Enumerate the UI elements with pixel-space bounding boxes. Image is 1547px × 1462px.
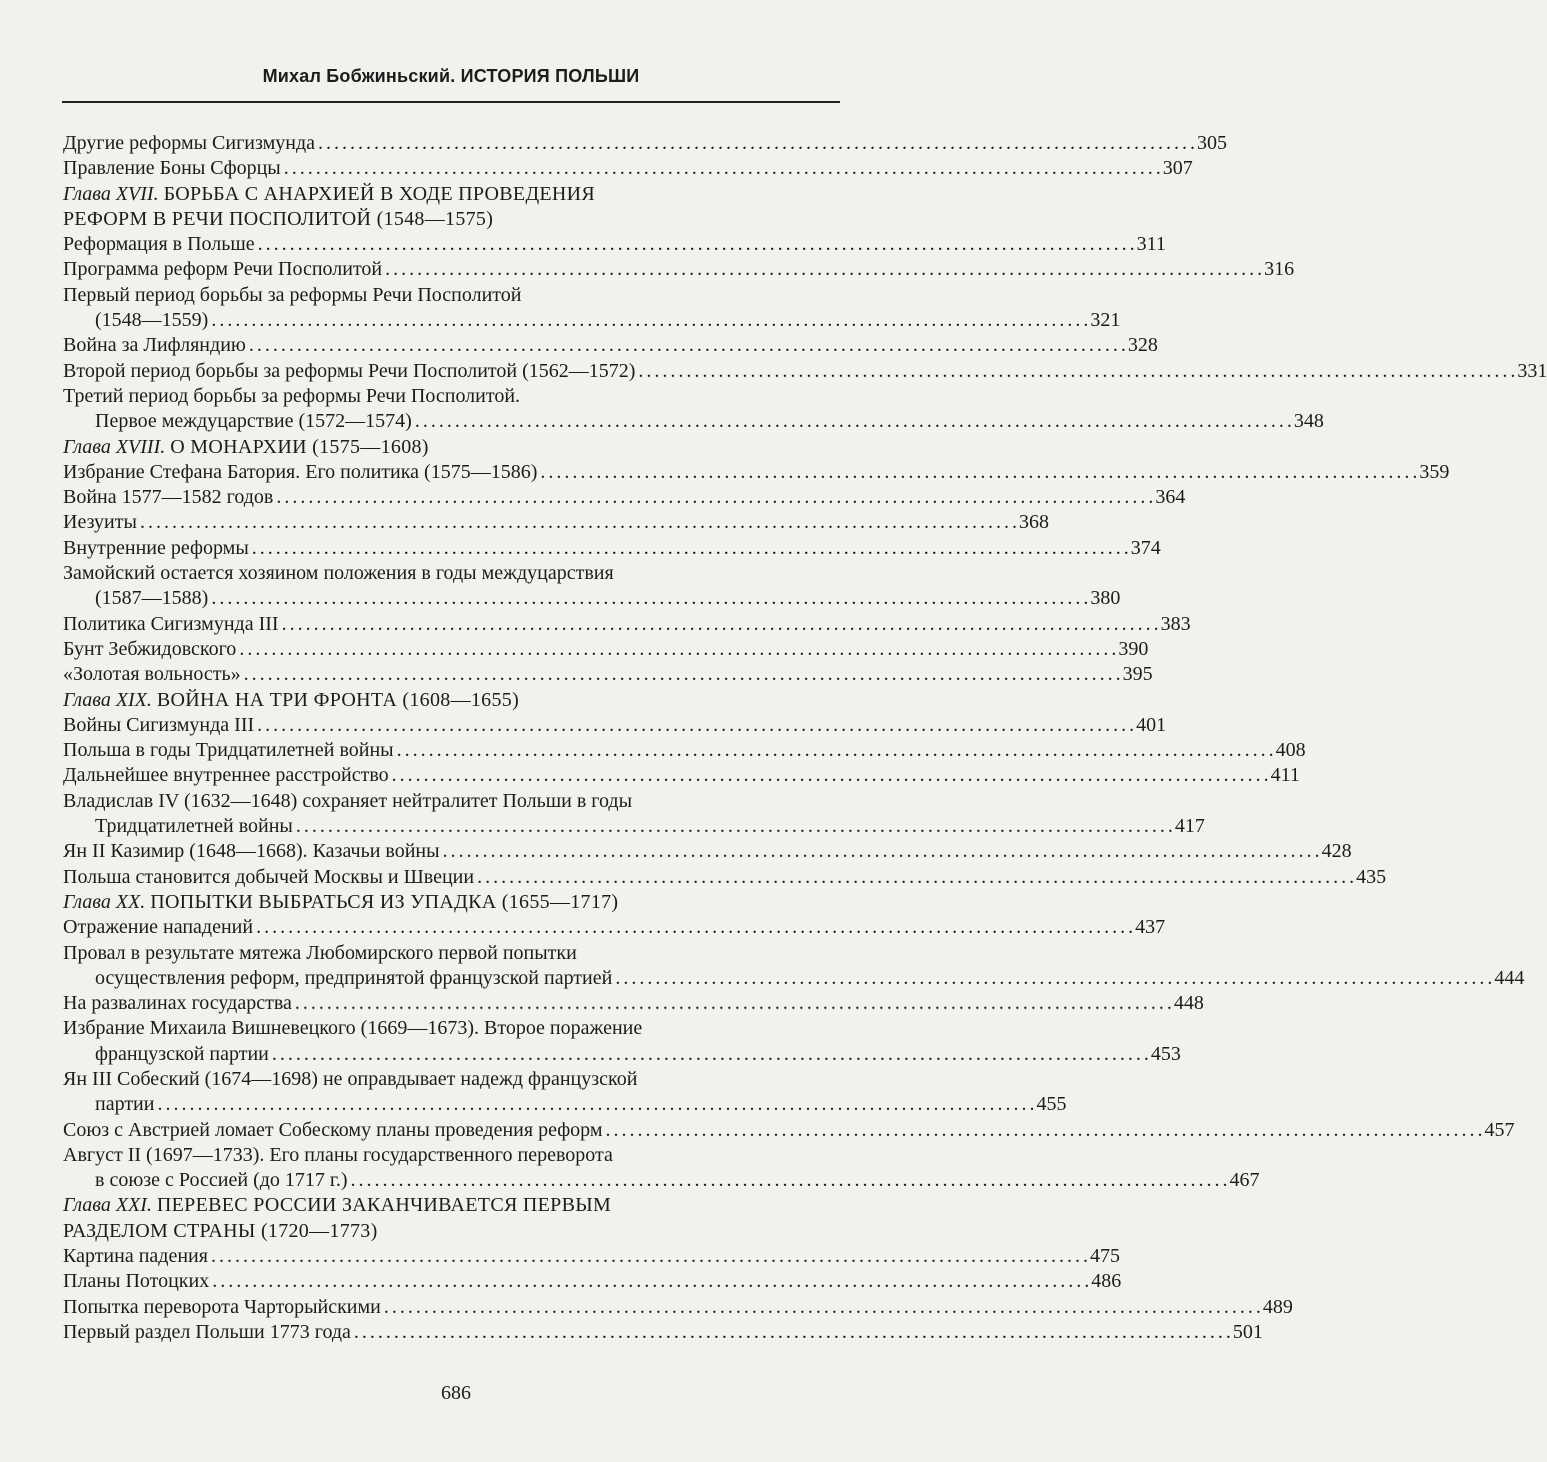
entry-page-number: 453 bbox=[1150, 1042, 1181, 1065]
page-number: 686 bbox=[441, 1382, 471, 1404]
chapter-label: Глава XIX. bbox=[63, 688, 152, 711]
dot-leader bbox=[397, 738, 1273, 763]
toc-entry-continued bbox=[63, 1143, 843, 1168]
toc-entry bbox=[63, 586, 1121, 611]
entry-title: «Золотая вольность» bbox=[63, 663, 241, 686]
dot-leader bbox=[415, 409, 1291, 434]
entry-page-number: 411 bbox=[1270, 764, 1300, 787]
dot-leader bbox=[272, 1042, 1148, 1067]
chapter-title: О МОНАРХИИ (1575—1608) bbox=[170, 435, 429, 458]
dot-leader bbox=[256, 915, 1132, 940]
entry-page-number: 467 bbox=[1229, 1169, 1260, 1192]
dot-leader bbox=[443, 839, 1319, 864]
entry-title: Август II (1697—1733). Его планы государственного переворота bbox=[63, 1143, 613, 1166]
dot-leader bbox=[244, 662, 1120, 687]
entry-page-number: 321 bbox=[1090, 309, 1121, 332]
chapter-heading bbox=[63, 207, 843, 232]
toc-entry bbox=[63, 485, 1186, 510]
toc-entry bbox=[63, 713, 1167, 738]
entry-page-number: 489 bbox=[1262, 1295, 1293, 1318]
entry-page-number: 348 bbox=[1293, 410, 1324, 433]
entry-title: Война 1577—1582 годов bbox=[63, 486, 274, 509]
chapter-label: Глава XXI. bbox=[63, 1194, 152, 1217]
chapter-heading bbox=[63, 182, 843, 207]
dot-leader bbox=[140, 510, 1016, 535]
dot-leader bbox=[257, 713, 1133, 738]
entry-page-number: 408 bbox=[1275, 739, 1306, 762]
toc-entry bbox=[63, 409, 1324, 434]
entry-page-number: 448 bbox=[1173, 992, 1204, 1015]
running-header: Михал Бобжиньский. ИСТОРИЯ ПОЛЬШИ bbox=[262, 66, 640, 86]
toc-entry bbox=[63, 333, 1158, 358]
entry-title: Ян II Казимир (1648—1668). Казачьи войны bbox=[63, 840, 440, 863]
toc-entry bbox=[63, 1118, 1515, 1143]
dot-leader bbox=[606, 1118, 1482, 1143]
dot-leader bbox=[157, 1092, 1033, 1117]
entry-title: Польша становится добычей Москвы и Швеции bbox=[63, 865, 475, 888]
dot-leader bbox=[276, 485, 1152, 510]
entry-page-number: 364 bbox=[1155, 486, 1186, 509]
entry-page-number: 417 bbox=[1174, 815, 1205, 838]
chapter-title: ПЕРЕВЕС РОССИИ ЗАКАНЧИВАЕТСЯ ПЕРВЫМ bbox=[156, 1194, 612, 1217]
dot-leader bbox=[354, 1320, 1230, 1345]
chapter-title: ВОЙНА НА ТРИ ФРОНТА (1608—1655) bbox=[156, 688, 520, 711]
chapter-label: Глава XX. bbox=[63, 890, 146, 913]
entry-page-number: 359 bbox=[1419, 460, 1450, 483]
chapter-title: ПОПЫТКИ ВЫБРАТЬСЯ ИЗ УПАДКА (1655—1717) bbox=[150, 890, 619, 913]
entry-title: Владислав IV (1632—1648) сохраняет нейтралитет Польши в годы bbox=[63, 789, 633, 812]
entry-page-number: 395 bbox=[1122, 663, 1153, 686]
dot-leader bbox=[212, 1269, 1088, 1294]
dot-leader bbox=[296, 814, 1172, 839]
toc-entry bbox=[63, 460, 1450, 485]
entry-title: Иезуиты bbox=[63, 511, 137, 534]
entry-title: Дальнейшее внутреннее расстройство bbox=[63, 764, 389, 787]
toc-entry bbox=[63, 359, 1547, 384]
toc-entry bbox=[63, 232, 1166, 257]
entry-title: Польша в годы Тридцатилетней войны bbox=[63, 739, 394, 762]
dot-leader bbox=[211, 586, 1087, 611]
entry-title: французской партии bbox=[95, 1042, 269, 1065]
toc-entry bbox=[63, 1269, 1122, 1294]
entry-title: Ян III Собеский (1674—1698) не оправдывает надежд французской bbox=[63, 1067, 638, 1090]
header-rule bbox=[62, 101, 840, 103]
toc-entry bbox=[63, 966, 1525, 991]
entry-page-number: 390 bbox=[1118, 637, 1149, 660]
toc-entry bbox=[63, 1295, 1293, 1320]
entry-title: осуществления реформ, предпринятой французской партией bbox=[95, 966, 613, 989]
toc-entry bbox=[63, 763, 1300, 788]
toc-entry-continued bbox=[63, 1067, 843, 1092]
chapter-label: Глава XVII. bbox=[63, 182, 159, 205]
dot-leader bbox=[384, 1295, 1260, 1320]
chapter-title: РАЗДЕЛОМ СТРАНЫ (1720—1773) bbox=[63, 1219, 378, 1242]
entry-page-number: 374 bbox=[1130, 536, 1161, 559]
entry-title: Первый период борьбы за реформы Речи Посполитой bbox=[63, 283, 522, 306]
toc-entry bbox=[63, 814, 1205, 839]
table-of-contents bbox=[63, 131, 1547, 1345]
entry-title: Попытка переворота Чарторыйскими bbox=[63, 1295, 381, 1318]
toc-entry-continued bbox=[63, 384, 843, 409]
toc-entry bbox=[63, 308, 1121, 333]
dot-leader bbox=[351, 1168, 1227, 1193]
entry-title: Планы Потоцких bbox=[63, 1270, 210, 1293]
entry-title: Третий период борьбы за реформы Речи Посполитой. bbox=[63, 384, 521, 407]
toc-entry-continued bbox=[63, 561, 843, 586]
entry-title: Первое междуцарствие (1572—1574) bbox=[95, 410, 412, 433]
chapter-title: РЕФОРМ В РЕЧИ ПОСПОЛИТОЙ (1548—1575) bbox=[63, 207, 494, 230]
entry-page-number: 475 bbox=[1089, 1245, 1120, 1268]
entry-title: Программа реформ Речи Посполитой bbox=[63, 258, 383, 281]
toc-entry-continued bbox=[63, 941, 843, 966]
toc-entry bbox=[63, 1244, 1120, 1269]
entry-title: Первый раздел Польши 1773 года bbox=[63, 1320, 351, 1343]
toc-entry bbox=[63, 131, 1228, 156]
entry-title: Картина падения bbox=[63, 1245, 208, 1268]
toc-entry bbox=[63, 915, 1166, 940]
chapter-heading bbox=[63, 1219, 843, 1244]
chapter-label: Глава XVIII. bbox=[63, 435, 166, 458]
dot-leader bbox=[282, 612, 1158, 637]
entry-title: Избрание Стефана Батория. Его политика (1575—1586) bbox=[63, 460, 538, 483]
toc-entry bbox=[63, 991, 1204, 1016]
entry-page-number: 368 bbox=[1018, 511, 1049, 534]
dot-leader bbox=[392, 763, 1268, 788]
entry-title: Бунт Зебжидовского bbox=[63, 637, 237, 660]
entry-title: Тридцатилетней войны bbox=[95, 815, 293, 838]
toc-entry bbox=[63, 257, 1295, 282]
toc-entry bbox=[63, 738, 1306, 763]
entry-title: Провал в результате мятежа Любомирского первой попытки bbox=[63, 941, 577, 964]
entry-title: Избрание Михаила Вишневецкого (1669—1673). Второе поражение bbox=[63, 1017, 643, 1040]
chapter-heading bbox=[63, 688, 843, 713]
entry-title: (1548—1559) bbox=[95, 309, 209, 332]
entry-page-number: 401 bbox=[1136, 713, 1167, 736]
dot-leader bbox=[477, 865, 1353, 890]
dot-leader bbox=[239, 637, 1115, 662]
toc-entry bbox=[63, 839, 1352, 864]
dot-leader bbox=[284, 156, 1160, 181]
entry-title: Политика Сигизмунда III bbox=[63, 612, 279, 635]
entry-title: Реформация в Польше bbox=[63, 233, 255, 256]
entry-title: Замойский остается хозяином положения в годы междуцарствия bbox=[63, 562, 614, 585]
entry-title: партии bbox=[95, 1093, 155, 1116]
entry-title: в союзе с Россией (до 1717 г.) bbox=[95, 1169, 348, 1192]
chapter-heading bbox=[63, 435, 843, 460]
entry-title: Войны Сигизмунда III bbox=[63, 713, 255, 736]
entry-page-number: 331 bbox=[1517, 359, 1547, 382]
dot-leader bbox=[295, 991, 1171, 1016]
entry-page-number: 486 bbox=[1091, 1270, 1122, 1293]
entry-page-number: 316 bbox=[1264, 258, 1295, 281]
toc-entry bbox=[63, 1168, 1260, 1193]
entry-page-number: 428 bbox=[1321, 840, 1352, 863]
dot-leader bbox=[211, 1244, 1087, 1269]
entry-title: На развалинах государства bbox=[63, 992, 292, 1015]
toc-entry-continued bbox=[63, 283, 843, 308]
entry-page-number: 380 bbox=[1090, 587, 1121, 610]
dot-leader bbox=[385, 257, 1261, 282]
dot-leader bbox=[211, 308, 1087, 333]
chapter-heading bbox=[63, 890, 843, 915]
chapter-heading bbox=[63, 1193, 843, 1218]
toc-entry bbox=[63, 510, 1049, 535]
entry-page-number: 305 bbox=[1197, 132, 1228, 154]
entry-page-number: 444 bbox=[1494, 966, 1525, 989]
dot-leader bbox=[638, 359, 1514, 384]
dot-leader bbox=[615, 966, 1491, 991]
entry-title: Второй период борьбы за реформы Речи Посполитой (1562—1572) bbox=[63, 359, 636, 382]
entry-title: Другие реформы Сигизмунда bbox=[63, 132, 316, 154]
dot-leader bbox=[318, 131, 1194, 156]
toc-entry bbox=[63, 1320, 1263, 1345]
entry-page-number: 455 bbox=[1036, 1093, 1067, 1116]
dot-leader bbox=[249, 333, 1125, 358]
entry-page-number: 435 bbox=[1356, 865, 1387, 888]
entry-page-number: 457 bbox=[1484, 1118, 1515, 1141]
entry-title: (1587—1588) bbox=[95, 587, 209, 610]
toc-entry-continued bbox=[63, 789, 843, 814]
entry-title: Союз с Австрией ломает Собескому планы проведения реформ bbox=[63, 1118, 603, 1141]
toc-entry bbox=[63, 1092, 1067, 1117]
toc-entry bbox=[63, 662, 1153, 687]
toc-entry bbox=[63, 156, 1193, 181]
entry-page-number: 501 bbox=[1232, 1320, 1263, 1343]
toc-entry bbox=[63, 865, 1387, 890]
toc-entry bbox=[63, 536, 1161, 561]
chapter-title: БОРЬБА С АНАРХИЕЙ В ХОДЕ ПРОВЕДЕНИЯ bbox=[163, 182, 596, 205]
toc-entry bbox=[63, 612, 1191, 637]
dot-leader bbox=[540, 460, 1416, 485]
entry-page-number: 307 bbox=[1162, 157, 1193, 180]
entry-page-number: 437 bbox=[1135, 916, 1166, 939]
entry-title: Правление Боны Сфорцы bbox=[63, 157, 281, 180]
dot-leader bbox=[252, 536, 1128, 561]
toc-entry bbox=[63, 637, 1149, 662]
toc-entry-continued bbox=[63, 1016, 843, 1041]
entry-page-number: 311 bbox=[1136, 233, 1166, 256]
entry-page-number: 328 bbox=[1127, 334, 1158, 357]
entry-page-number: 383 bbox=[1160, 612, 1191, 635]
entry-title: Внутренние реформы bbox=[63, 536, 249, 559]
toc-entry bbox=[63, 1042, 1181, 1067]
entry-title: Война за Лифляндию bbox=[63, 334, 246, 357]
entry-title: Отражение нападений bbox=[63, 916, 254, 939]
dot-leader bbox=[258, 232, 1134, 257]
